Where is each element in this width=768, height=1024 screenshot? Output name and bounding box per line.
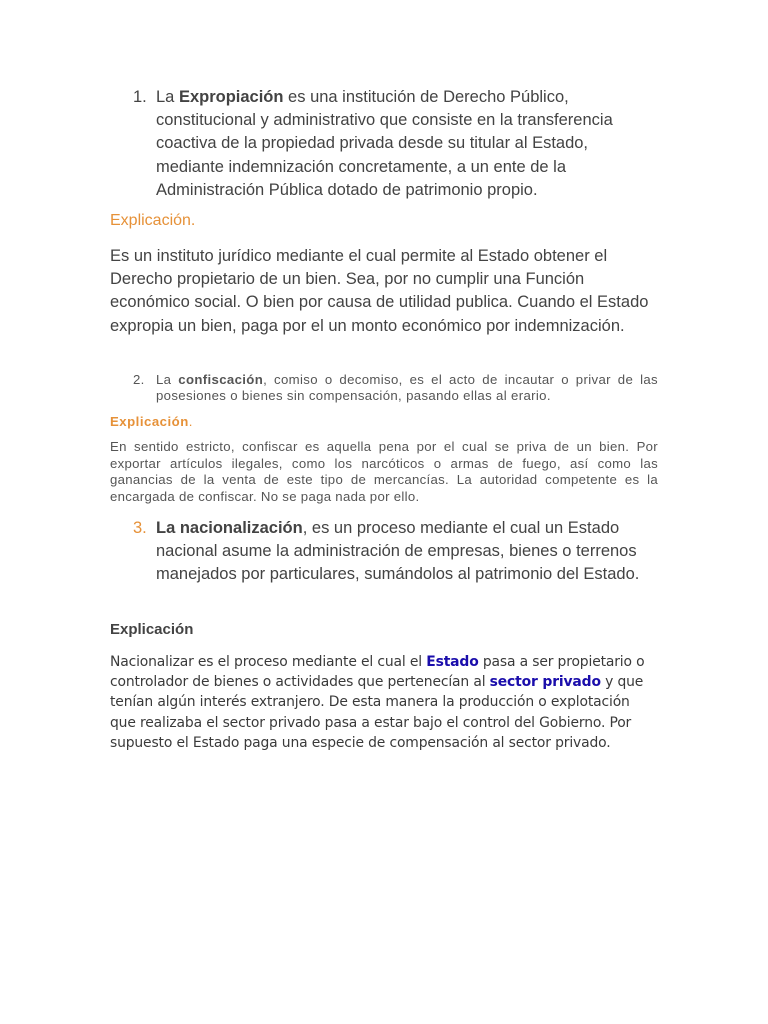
link-sector-privado[interactable]: sector privado — [489, 674, 601, 691]
list-item-text: La confiscación, comiso o decomiso, es el acto de incautar o privar de las posesiones o bienes sin compensación, pasando ellas al erario. — [156, 372, 658, 404]
term-nacionalizacion: La nacionalización — [156, 519, 303, 537]
list-item-text: La nacionalización, es un proceso mediante el cual un Estado nacional asume la administración de empresas, bienes o terrenos manejados por particulares, sumándolos al patrimonio del Estado. — [156, 519, 640, 584]
list-number: 2. — [133, 372, 145, 387]
term-expropiacion: Expropiación — [178, 88, 284, 106]
term-confiscacion: confiscación — [178, 372, 264, 387]
list-item-expropiacion — [133, 86, 653, 202]
explanation-paragraph-3: Nacionalizar es el proceso mediante el cual el Estado pasa a ser propietario o controlador de bienes o actividades que pertenecían al sector privado y que tenían algún interés extranjero. De esta manera la producción o explotación que realizaba el sector privado pasa a estar bajo el control del Gobierno. Por supuesto el Estado paga una especie de compensación al sector privado. — [110, 654, 645, 751]
list-item-nacionalizacion — [133, 517, 653, 587]
explanation-paragraph-2: En sentido estricto, confiscar es aquella pena por el cual se priva de un bien. Por exportar artículos ilegales, como los narcóticos o armas de fuego, así como las ganancias de la venta de este tipo de mercancías. La autoridad competente es la encargada de confiscar. No se paga nada por ello. — [110, 439, 658, 504]
explanation-heading-2: Explicación. — [110, 414, 193, 429]
explanation-heading-1: Explicación. — [110, 212, 196, 229]
explanation-paragraph-1: Es un instituto jurídico mediante el cual permite al Estado obtener el Derecho propietario de un bien. Sea, por no cumplir una Función económico social. O bien por causa de utilidad publica. Cuando el Estado expropia un bien, paga por el un monto económico por indemnización. — [110, 247, 649, 335]
list-item-confiscacion — [133, 372, 658, 405]
list-number: 1. — [133, 88, 147, 106]
explanation-heading-3: Explicación — [110, 621, 194, 638]
link-estado[interactable]: Estado — [426, 654, 479, 670]
list-number: 3. — [133, 519, 147, 537]
list-item-text: La Expropiación es una institución de Derecho Público, constitucional y administrativo que consiste en la transferencia coactiva de la propiedad privada desde su titular al Estado, mediante indemnización concretamente, a un ente de la Administración Pública dotado de patrimonio propio. — [156, 88, 613, 199]
